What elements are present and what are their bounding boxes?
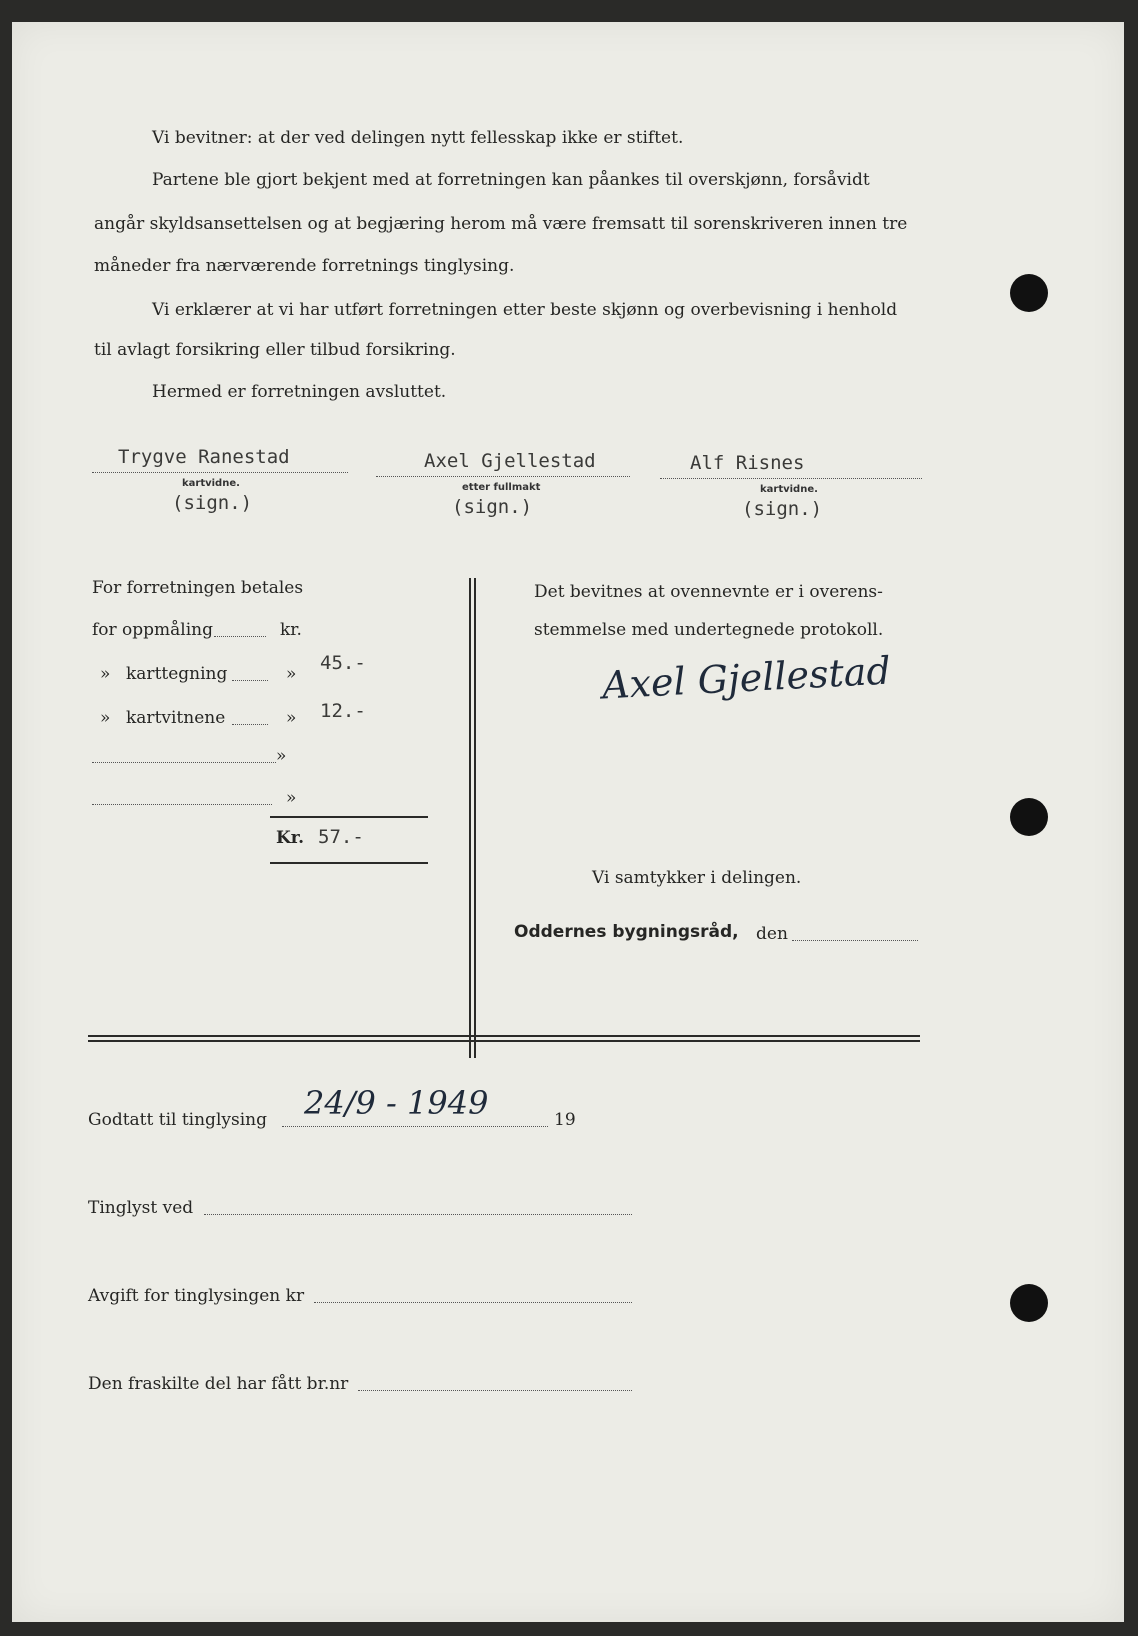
- fee-kartvitnene-unit: »: [286, 708, 297, 728]
- fee-kartvitnene-label: kartvitnene: [126, 708, 226, 728]
- column-divider-right: [474, 578, 476, 1058]
- fee-karttegning-mark: »: [100, 664, 111, 684]
- total-top-rule: [270, 816, 428, 818]
- signature-1-line: [92, 472, 348, 473]
- section-rule-bottom: [88, 1040, 920, 1042]
- fee-oppmaling-label: for oppmåling: [92, 620, 214, 640]
- fee-blank-2-unit: »: [286, 788, 297, 808]
- signature-3-sign: (sign.): [742, 498, 823, 520]
- signature-3-line: [660, 478, 922, 479]
- godtatt-year-prefix: 19: [554, 1110, 576, 1130]
- paragraph-declare-line1: Vi erklærer at vi har utført forretningen etter beste skjønn og overbevisning i henhold: [152, 300, 898, 320]
- total-bottom-rule: [270, 862, 428, 864]
- document-page: [12, 22, 1124, 1622]
- fee-karttegning-value: 45.-: [320, 652, 366, 674]
- fee-kartvitnene-dots: [232, 724, 268, 725]
- council-den: den: [756, 924, 788, 944]
- certification-line1: Det bevitnes at ovennevnte er i overens-: [534, 582, 883, 602]
- signature-1-sign: (sign.): [172, 492, 253, 514]
- tinglyst-label: Tinglyst ved: [88, 1198, 194, 1218]
- fees-heading: For forretningen betales: [92, 578, 304, 598]
- section-rule-top: [88, 1035, 920, 1037]
- column-divider-left: [469, 578, 471, 1058]
- signature-3-role: kartvidne.: [760, 484, 818, 495]
- fee-blank-1-line: [92, 762, 276, 763]
- paragraph-closing: Hermed er forretningen avsluttet.: [152, 382, 447, 402]
- certification-signature: Axel Gjellestad: [601, 648, 892, 708]
- signature-3-name: Alf Risnes: [690, 452, 805, 474]
- signature-2-line: [376, 476, 630, 477]
- signature-1-name: Trygve Ranestad: [118, 446, 290, 468]
- signature-2-name: Axel Gjellestad: [424, 450, 596, 472]
- consent-text: Vi samtykker i delingen.: [592, 868, 802, 888]
- godtatt-line: [282, 1126, 548, 1127]
- council-name: Oddernes bygningsråd,: [514, 922, 739, 942]
- council-date-line: [792, 940, 918, 941]
- fee-oppmaling-unit: kr.: [280, 620, 302, 640]
- godtatt-label: Godtatt til tinglysing: [88, 1110, 267, 1130]
- fee-blank-1-unit: »: [276, 746, 287, 766]
- punch-hole-middle: [1010, 798, 1048, 836]
- signature-1-role: kartvidne.: [182, 478, 240, 489]
- godtatt-date: 24/9 - 1949: [304, 1084, 489, 1122]
- fee-oppmaling-dots: [214, 636, 266, 637]
- avgift-line: [314, 1302, 632, 1303]
- tinglyst-line: [204, 1214, 632, 1215]
- total-value: 57.-: [318, 826, 364, 848]
- fee-kartvitnene-mark: »: [100, 708, 111, 728]
- fraskilt-line: [358, 1390, 632, 1391]
- fee-blank-2-line: [92, 804, 272, 805]
- fraskilt-label: Den fraskilte del har fått br.nr: [88, 1374, 349, 1394]
- punch-hole-bottom: [1010, 1284, 1048, 1322]
- total-label: Kr.: [276, 828, 305, 848]
- signature-2-role: etter fullmakt: [462, 482, 541, 493]
- punch-hole-top: [1010, 274, 1048, 312]
- fee-karttegning-label: karttegning: [126, 664, 228, 684]
- certification-line2: stemmelse med undertegnede protokoll.: [534, 620, 884, 640]
- paragraph-witness: Vi bevitner: at der ved delingen nytt fellesskap ikke er stiftet.: [152, 128, 684, 148]
- paragraph-declare-line2: til avlagt forsikring eller tilbud forsikring.: [94, 340, 456, 360]
- paragraph-appeal-line2: angår skyldsansettelsen og at begjæring herom må være fremsatt til sorenskriveren innen tre: [94, 214, 908, 234]
- fee-karttegning-dots: [232, 680, 268, 681]
- fee-karttegning-unit: »: [286, 664, 297, 684]
- signature-2-sign: (sign.): [452, 496, 533, 518]
- avgift-label: Avgift for tinglysingen kr: [88, 1286, 305, 1306]
- paragraph-appeal-line3: måneder fra nærværende forretnings tinglysing.: [94, 256, 515, 276]
- fee-kartvitnene-value: 12.-: [320, 700, 366, 722]
- paragraph-appeal-line1: Partene ble gjort bekjent med at forretningen kan påankes til overskjønn, forsåvidt: [152, 170, 870, 190]
